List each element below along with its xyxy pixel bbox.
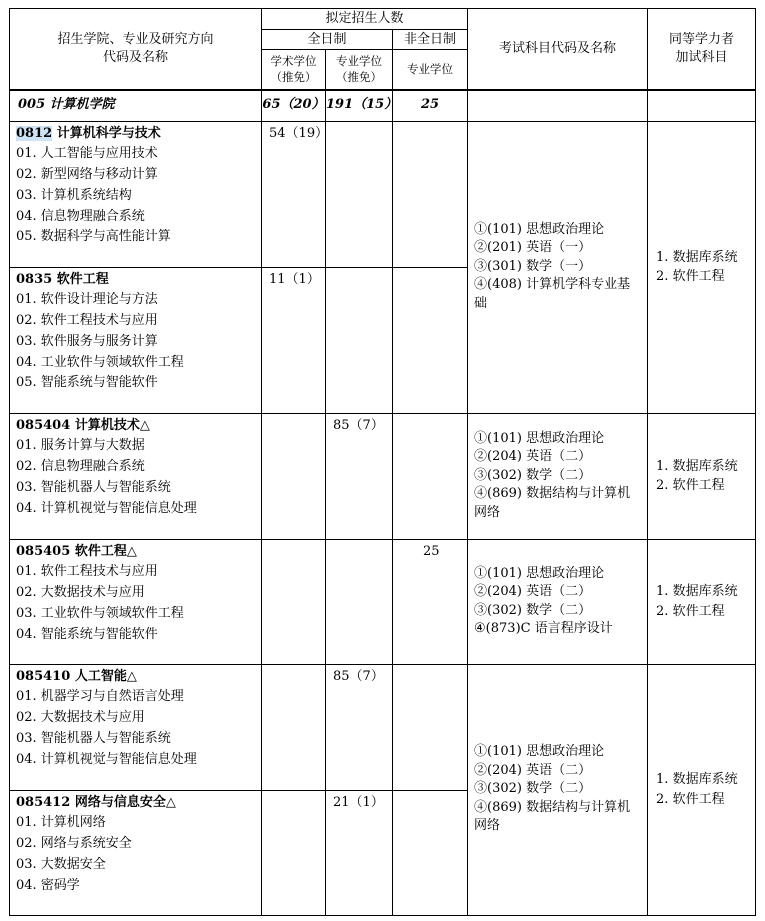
header-equiv-line2: 加试科目 — [675, 49, 728, 65]
equiv-subject: 1. 数据库系统 — [656, 249, 738, 265]
exam-subject-cont: 础 — [474, 295, 488, 311]
direction-item: 04. 工业软件与领域软件工程 — [16, 354, 184, 370]
equiv-subject: 2. 软件工程 — [656, 269, 725, 284]
exam-subject: ④(869) 数据结构与计算机 — [474, 486, 631, 502]
quota-academic-empty — [262, 413, 326, 539]
program-0812 — [10, 121, 262, 267]
direction-item: 01. 计算机网络 — [16, 815, 106, 831]
quota-academic: 11（1） — [262, 267, 326, 413]
equiv-subjects-group-2 — [648, 413, 756, 539]
exam-subjects-group-1 — [468, 121, 648, 413]
admissions-table — [9, 8, 756, 916]
direction-item: 03. 工业软件与领域软件工程 — [16, 605, 184, 621]
header-col1-line1: 招生学院、专业及研究方向 — [57, 31, 214, 47]
exam-subjects-group-4 — [468, 664, 648, 915]
header-exam-col: 考试科目代码及名称 — [468, 9, 648, 90]
direction-item: 03. 智能机器人与智能系统 — [16, 479, 171, 495]
direction-item: 04. 密码学 — [16, 877, 80, 893]
exam-subject: ②(201) 英语（一） — [474, 240, 592, 256]
exam-subject: ②(204) 英语（二） — [474, 449, 592, 465]
quota-professional-empty — [326, 267, 393, 413]
exam-subject: ①(101) 思想政治理论 — [474, 430, 605, 446]
quota-academic: 54（19） — [262, 121, 326, 267]
direction-item: 01. 服务计算与大数据 — [16, 438, 145, 454]
header-col1-line2: 代码及名称 — [102, 49, 168, 65]
exam-subject: ①(101) 思想政治理论 — [474, 744, 605, 760]
program-code: 085405 — [16, 543, 71, 559]
exam-subject: ④(408) 计算机学科专业基 — [474, 277, 631, 293]
school-parttime: 25 — [393, 90, 468, 122]
equiv-subjects-group-3 — [648, 539, 756, 664]
direction-item: 04. 智能系统与智能软件 — [16, 626, 158, 642]
quota-parttime-empty — [393, 121, 468, 267]
program-title — [16, 270, 261, 291]
header-program-col — [10, 9, 262, 90]
quota-professional: 85（7） — [326, 413, 393, 539]
program-name: 人工智能△ — [74, 668, 137, 684]
equiv-subject: 2. 软件工程 — [656, 603, 725, 619]
direction-item: 01. 软件工程技术与应用 — [16, 564, 158, 580]
header-academic-line1: 学术学位 — [270, 54, 317, 69]
direction-item: 05. 数据科学与高性能计算 — [16, 229, 171, 245]
quota-professional-empty — [326, 539, 393, 664]
quota-professional: 21（1） — [326, 790, 393, 915]
header-equiv-col — [648, 9, 756, 90]
direction-item: 02. 大数据技术与应用 — [16, 710, 145, 726]
exam-subject: ④(873)C 语言程序设计 — [474, 621, 613, 636]
direction-item: 01. 软件设计理论与方法 — [16, 292, 158, 308]
school-academic: 65（20） — [262, 90, 326, 122]
direction-item: 03. 计算机系统结构 — [16, 187, 132, 203]
equiv-subject: 1. 数据库系统 — [656, 458, 738, 474]
program-title — [16, 793, 261, 814]
quota-professional: 85（7） — [326, 664, 393, 790]
equiv-subjects-group-1 — [648, 121, 756, 413]
program-085410 — [10, 664, 262, 790]
quota-parttime-empty — [393, 413, 468, 539]
exam-subject-cont: 网络 — [474, 504, 501, 520]
equiv-subjects-group-4 — [648, 664, 756, 915]
direction-item: 01. 机器学习与自然语言处理 — [16, 689, 184, 705]
program-title — [16, 542, 261, 563]
school-professional: 191（15） — [326, 90, 393, 122]
direction-item: 02. 软件工程技术与应用 — [16, 313, 158, 329]
exam-subjects-group-2 — [468, 413, 648, 539]
program-085412 — [10, 790, 262, 915]
direction-item: 03. 大数据安全 — [16, 856, 106, 872]
header-parttime-prof: 专业学位 — [393, 50, 468, 90]
header-equiv-line1: 同等学力者 — [669, 31, 735, 47]
direction-item: 04. 计算机视觉与智能信息处理 — [16, 500, 197, 516]
direction-item: 02. 信息物理融合系统 — [16, 459, 145, 475]
equiv-subject: 2. 软件工程 — [656, 791, 725, 807]
exam-subject: ①(101) 思想政治理论 — [474, 221, 605, 237]
program-title — [16, 124, 261, 145]
exam-subject: ③(302) 数学（二） — [474, 781, 592, 797]
quota-parttime: 25 — [393, 539, 468, 664]
program-name: 网络与信息安全△ — [74, 794, 176, 810]
quota-parttime-empty — [393, 790, 468, 915]
equiv-subject: 2. 软件工程 — [656, 478, 725, 493]
header-professional — [326, 50, 393, 90]
header-professional-line2: （推免） — [336, 70, 382, 85]
quota-parttime-empty — [393, 267, 468, 413]
header-academic — [262, 50, 326, 90]
direction-item: 03. 智能机器人与智能系统 — [16, 730, 171, 746]
program-code: 085412 — [16, 794, 71, 810]
program-085405 — [10, 539, 262, 664]
quota-parttime-empty — [393, 664, 468, 790]
header-professional-line1: 专业学位 — [336, 54, 382, 69]
header-quota-title: 拟定招生人数 — [262, 9, 468, 30]
exam-subject: ③(302) 数学（二） — [474, 602, 592, 618]
exam-subject: ②(204) 英语（二） — [474, 584, 592, 599]
program-name: 计算机技术△ — [74, 417, 150, 433]
school-exam-empty — [468, 90, 648, 122]
exam-subject: ④(869) 数据结构与计算机 — [474, 799, 631, 815]
school-name: 005 计算机学院 — [10, 90, 262, 122]
equiv-subject: 1. 数据库系统 — [656, 584, 738, 599]
quota-professional-empty — [326, 121, 393, 267]
program-title — [16, 416, 261, 437]
direction-item: 04. 信息物理融合系统 — [16, 208, 145, 224]
program-title — [16, 667, 261, 688]
header-academic-line2: （推免） — [270, 70, 317, 85]
direction-item: 04. 计算机视觉与智能信息处理 — [16, 751, 197, 767]
header-parttime: 非全日制 — [393, 30, 468, 50]
exam-subject: ①(101) 思想政治理论 — [474, 565, 605, 581]
exam-subject-cont: 网络 — [474, 818, 501, 834]
direction-item: 01. 人工智能与应用技术 — [16, 146, 158, 162]
quota-academic-empty — [262, 790, 326, 915]
direction-item: 05. 智能系统与智能软件 — [16, 375, 158, 391]
program-0835 — [10, 267, 262, 413]
direction-item: 02. 网络与系统安全 — [16, 836, 132, 852]
exam-subjects-group-3 — [468, 539, 648, 664]
quota-academic-empty — [262, 539, 326, 664]
program-name: 计算机科学与技术 — [56, 125, 161, 141]
exam-subject: ③(302) 数学（二） — [474, 467, 592, 483]
quota-academic-empty — [262, 664, 326, 790]
program-code: 085404 — [16, 417, 71, 433]
program-code: 085410 — [16, 668, 71, 684]
program-name: 软件工程△ — [74, 543, 137, 559]
header-fulltime: 全日制 — [262, 30, 393, 50]
program-code: 0835 — [16, 271, 53, 287]
program-code: 0812 — [16, 125, 53, 141]
program-name: 软件工程 — [56, 271, 109, 287]
program-085404 — [10, 413, 262, 539]
school-equiv-empty — [648, 90, 756, 122]
exam-subject: ③(301) 数学（一） — [474, 258, 592, 274]
equiv-subject: 1. 数据库系统 — [656, 772, 738, 787]
direction-item: 02. 大数据技术与应用 — [16, 585, 145, 601]
direction-item: 03. 软件服务与服务计算 — [16, 333, 158, 349]
direction-item: 02. 新型网络与移动计算 — [16, 167, 158, 183]
exam-subject: ②(204) 英语（二） — [474, 762, 592, 778]
